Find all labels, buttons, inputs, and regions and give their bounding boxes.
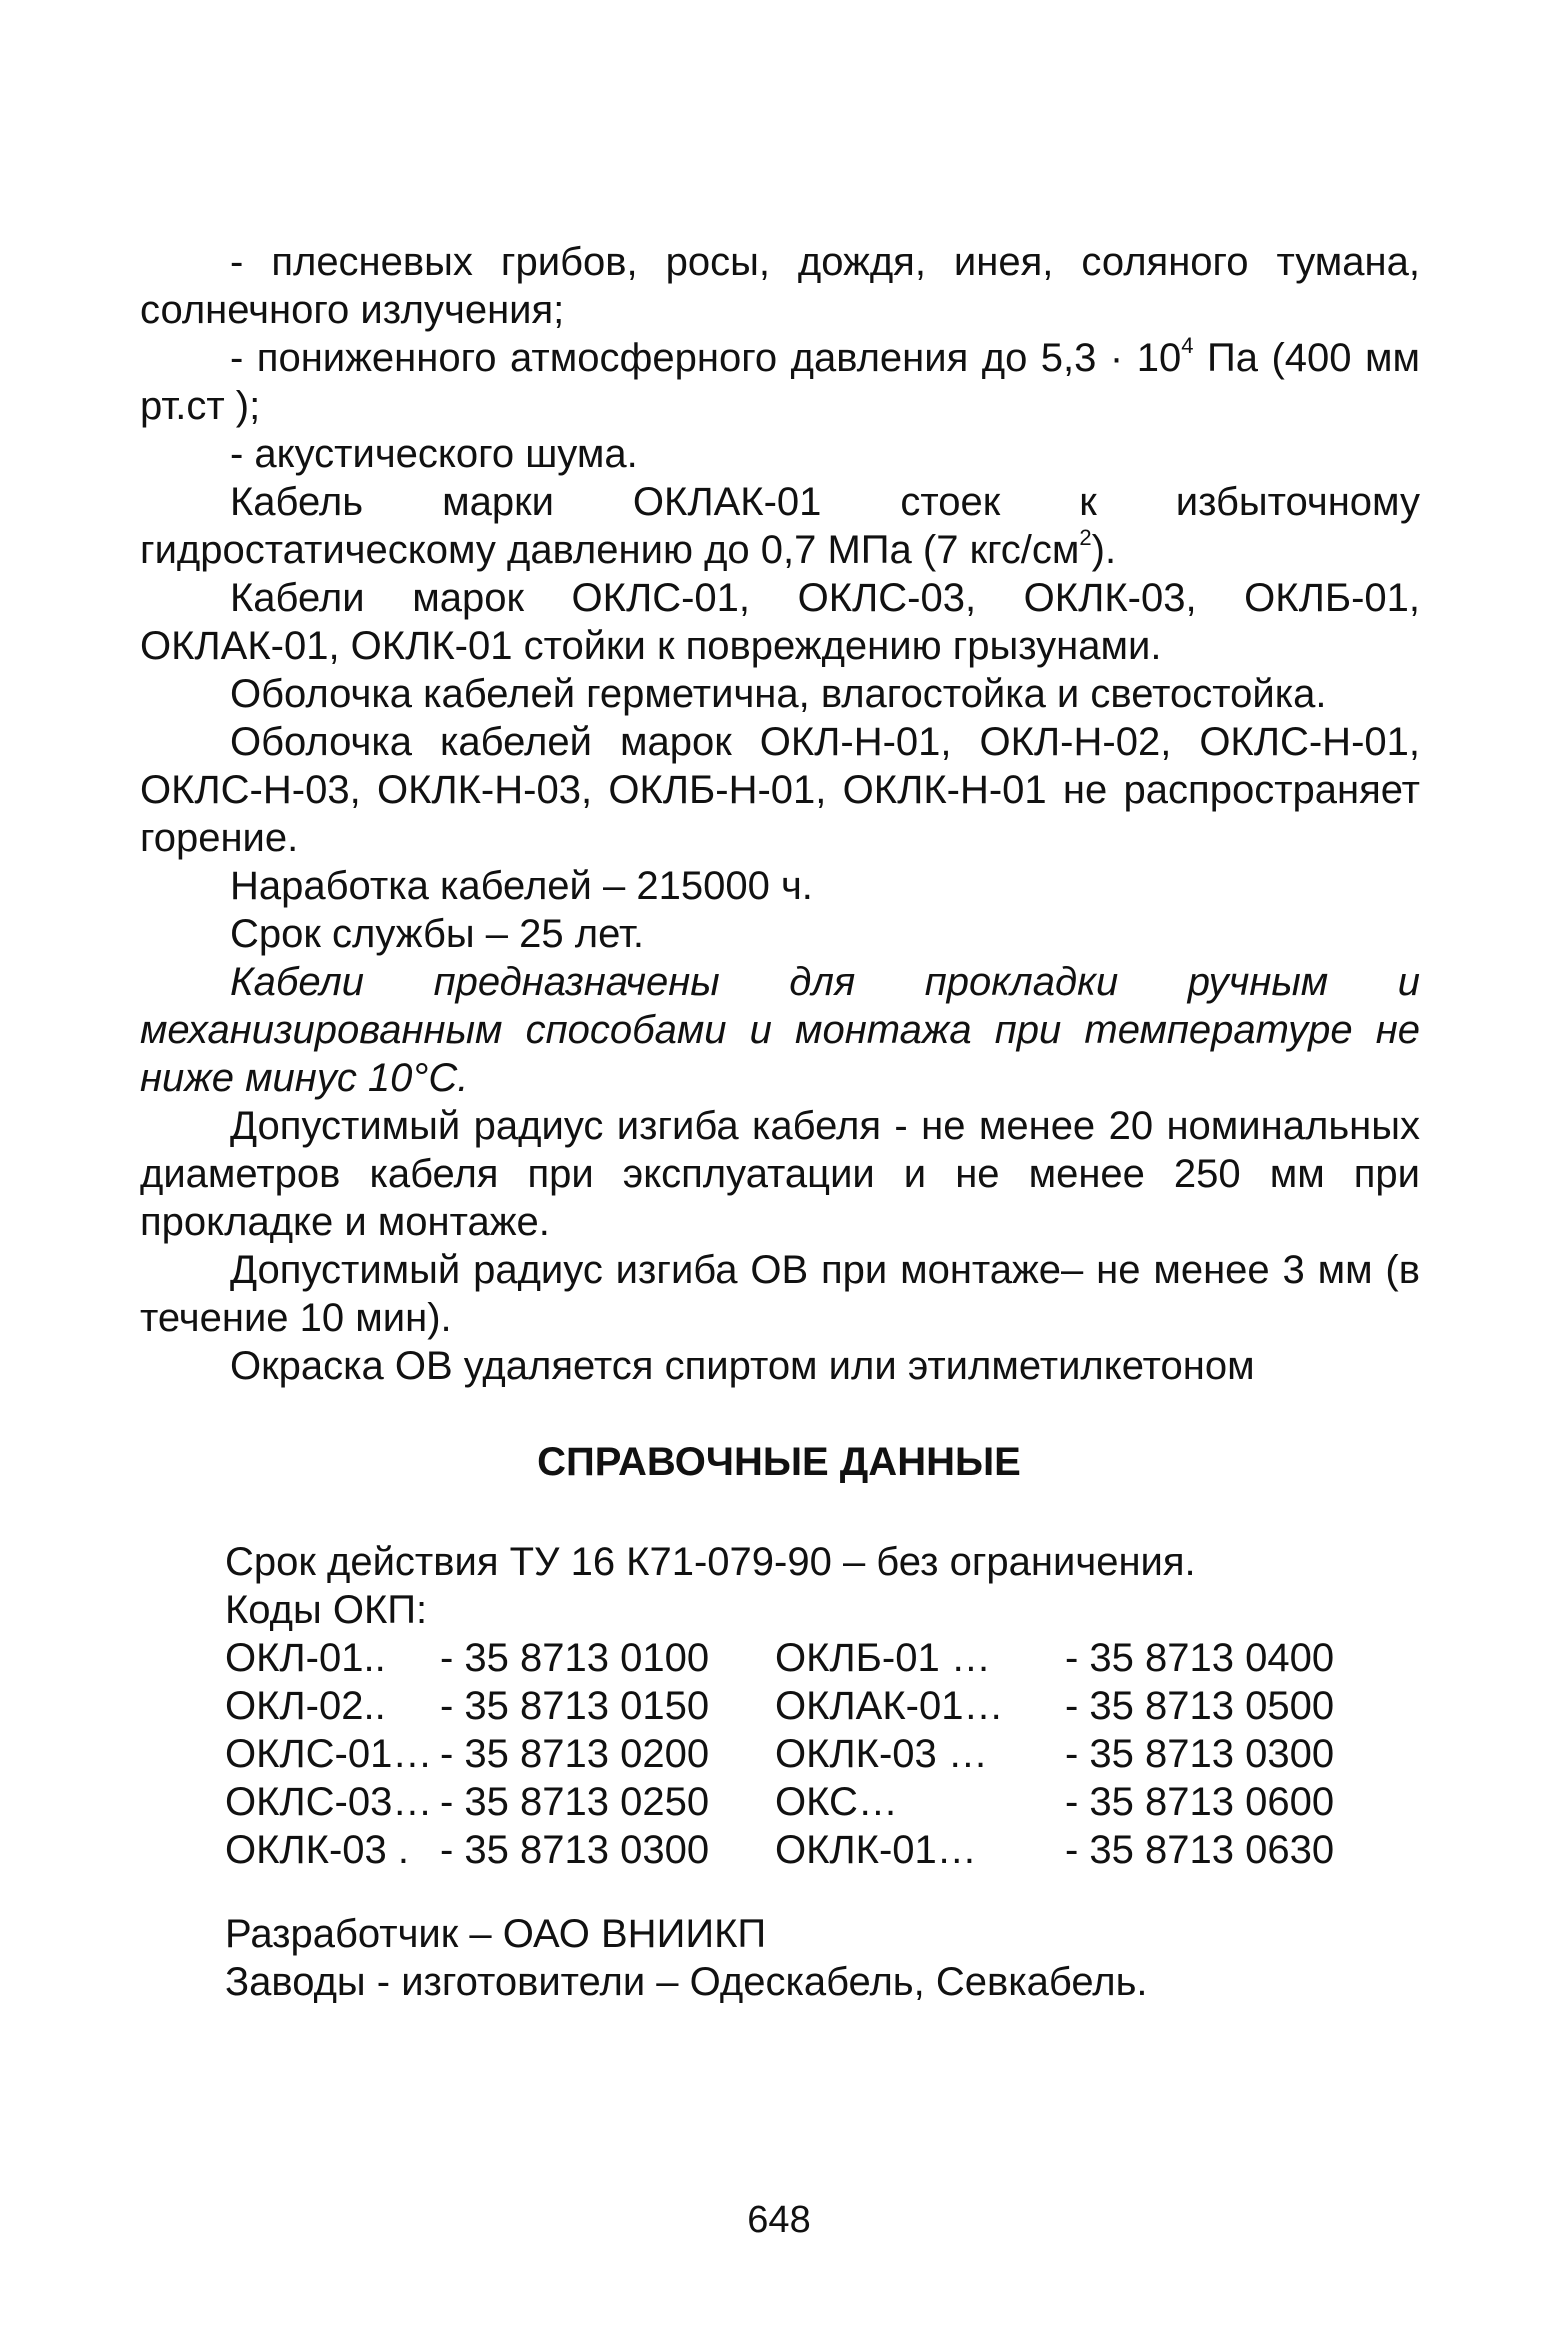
cable-name: ОКС…: [775, 1780, 898, 1824]
table-row: [225, 1634, 1395, 1682]
paragraph-sheath: Оболочка кабелей герметична, влагостойка и светостойка.: [230, 672, 1327, 716]
okp-code: - 35 8713 0300: [1065, 1732, 1335, 1776]
okp-code: - 35 8713 0300: [440, 1828, 710, 1872]
paragraph-hydrostatic-text: Кабель марки ОКЛАК-01 стоек к избыточному гидростатическому давлению до 0,7 МПа (7 кгс/см: [140, 480, 1420, 572]
cable-name: ОКЛ-01..: [225, 1636, 386, 1680]
paragraph-hydrostatic: [140, 478, 1420, 574]
paragraph-fiber-bend: Допустимый радиус изгиба ОВ при монтаже– не менее 3 мм (в течение 10 мин).: [140, 1248, 1420, 1340]
developer-block: [225, 1910, 1148, 2006]
paragraph-mold: - плесневых грибов, росы, дождя, инея, соляного тумана, солнечного излучения;: [140, 240, 1420, 332]
paragraph-coating: Окраска ОВ удаляется спиртом или этилметилкетоном: [230, 1344, 1255, 1388]
cable-name: ОКЛК-03 …: [775, 1732, 988, 1776]
paragraph-hydrostatic-text-end: ).: [1091, 528, 1117, 572]
paragraph-pressure: [140, 334, 1420, 430]
cable-name: ОКЛС-03…: [225, 1780, 433, 1824]
manufacturers-line: Заводы - изготовители – Одескабель, Севкабель.: [225, 1960, 1148, 2004]
okp-code: - 35 8713 0100: [440, 1636, 710, 1680]
paragraph-installation: Кабели предназначены для прокладки ручным и механизированным способами и монтажа при температуре не ниже минус 10°С.: [140, 960, 1420, 1100]
paragraph-flame: Оболочка кабелей марок ОКЛ-Н-01, ОКЛ-Н-02, ОКЛС-Н-01, ОКЛС-Н-03, ОКЛК-Н-03, ОКЛБ-Н-01, ОКЛК-Н-01 не распространяет горение.: [140, 720, 1420, 860]
exponent: 2: [1079, 525, 1092, 550]
okp-code: - 35 8713 0250: [440, 1780, 710, 1824]
paragraph-rodents: Кабели марок ОКЛС-01, ОКЛС-03, ОКЛК-03, ОКЛБ-01, ОКЛАК-01, ОКЛК-01 стойки к повреждению грызунами.: [140, 576, 1420, 668]
cable-name: ОКЛК-03 .: [225, 1828, 410, 1872]
codes-label: Коды ОКП:: [225, 1588, 428, 1632]
okp-code: - 35 8713 0600: [1065, 1780, 1335, 1824]
okp-code: - 35 8713 0200: [440, 1732, 710, 1776]
paragraph-pressure-text: - пониженного атмосферного давления до 5,3 · 10: [230, 336, 1182, 380]
paragraph-noise: - акустического шума.: [230, 432, 638, 476]
developer-line: Разработчик – ОАО ВНИИКП: [225, 1912, 767, 1956]
paragraph-mtbf: Наработка кабелей – 215000 ч.: [230, 864, 813, 908]
cable-name: ОКЛ-02..: [225, 1684, 386, 1728]
okp-code: - 35 8713 0150: [440, 1684, 710, 1728]
validity-line: Срок действия ТУ 16 К71-079-90 – без ограничения.: [225, 1540, 1196, 1584]
section-heading: СПРАВОЧНЫЕ ДАННЫЕ: [537, 1440, 1021, 1484]
paragraph-service-life: Срок службы – 25 лет.: [230, 912, 644, 956]
okp-code: - 35 8713 0500: [1065, 1684, 1335, 1728]
cable-name: ОКЛС-01…: [225, 1732, 433, 1776]
table-row: [225, 1826, 1395, 1874]
okp-codes-table: [225, 1634, 1395, 1874]
cable-name: ОКЛАК-01…: [775, 1684, 1004, 1728]
cable-name: ОКЛК-01…: [775, 1828, 977, 1872]
exponent: 4: [1181, 333, 1194, 358]
cable-name: ОКЛБ-01 …: [775, 1636, 991, 1680]
body-text: [140, 238, 1420, 1390]
page-number: 648: [747, 2199, 811, 2241]
reference-data: [225, 1538, 1425, 1874]
paragraph-pressure-text-end: Па (400 мм рт.ст );: [140, 336, 1420, 428]
paragraph-bend-radius: Допустимый радиус изгиба кабеля - не менее 20 номинальных диаметров кабеля при эксплуатации и не менее 250 мм при прокладке и монтаже.: [140, 1104, 1420, 1244]
table-row: [225, 1730, 1395, 1778]
table-row: [225, 1682, 1395, 1730]
okp-code: - 35 8713 0400: [1065, 1636, 1335, 1680]
table-row: [225, 1778, 1395, 1826]
okp-code: - 35 8713 0630: [1065, 1828, 1335, 1872]
